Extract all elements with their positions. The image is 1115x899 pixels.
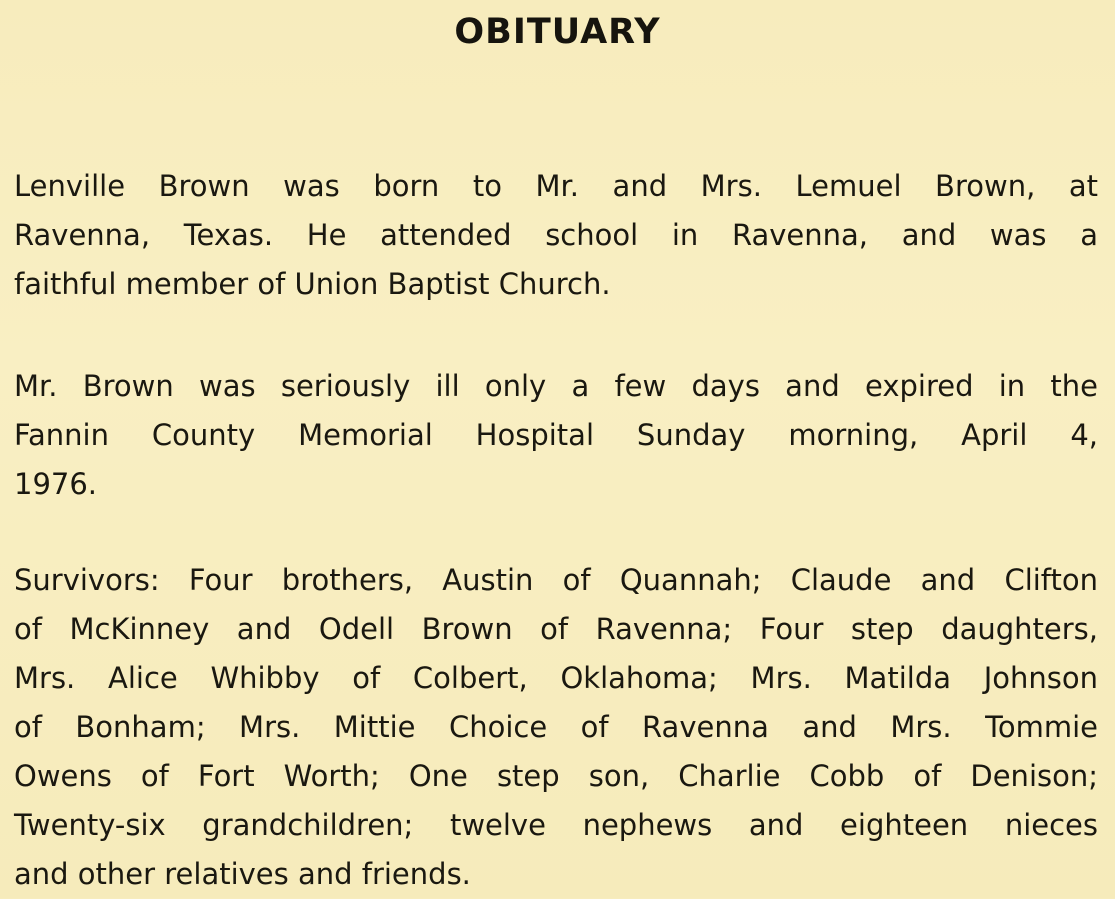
page-title: OBITUARY: [454, 12, 661, 52]
paragraph-death: [14, 362, 1098, 509]
paragraph-birth: [14, 162, 1098, 309]
paragraph-survivors: [14, 556, 1098, 899]
paragraph-line: Survivors: Four brothers, Austin of Quannah; Claude and Clifton: [14, 563, 1098, 597]
paragraph-line: faithful member of Union Baptist Church.: [14, 267, 611, 301]
paragraph-line: Fannin County Memorial Hospital Sunday morning, April 4,: [14, 418, 1098, 452]
paragraph-line: Ravenna, Texas. He attended school in Ravenna, and was a: [14, 218, 1098, 252]
paragraph-line: of Bonham; Mrs. Mittie Choice of Ravenna and Mrs. Tommie: [14, 710, 1098, 744]
paragraph-line: Lenville Brown was born to Mr. and Mrs. Lemuel Brown, at: [14, 169, 1098, 203]
paragraph-line: Owens of Fort Worth; One step son, Charlie Cobb of Denison;: [14, 759, 1098, 793]
paragraph-line: and other relatives and friends.: [14, 857, 471, 891]
paragraph-line: 1976.: [14, 467, 98, 501]
paragraph-line: of McKinney and Odell Brown of Ravenna; Four step daughters,: [14, 612, 1098, 646]
paragraph-line: Mr. Brown was seriously ill only a few days and expired in the: [14, 369, 1098, 403]
paragraph-line: Twenty-six grandchildren; twelve nephews and eighteen nieces: [14, 808, 1098, 842]
paragraph-line: Mrs. Alice Whibby of Colbert, Oklahoma; Mrs. Matilda Johnson: [14, 661, 1098, 695]
